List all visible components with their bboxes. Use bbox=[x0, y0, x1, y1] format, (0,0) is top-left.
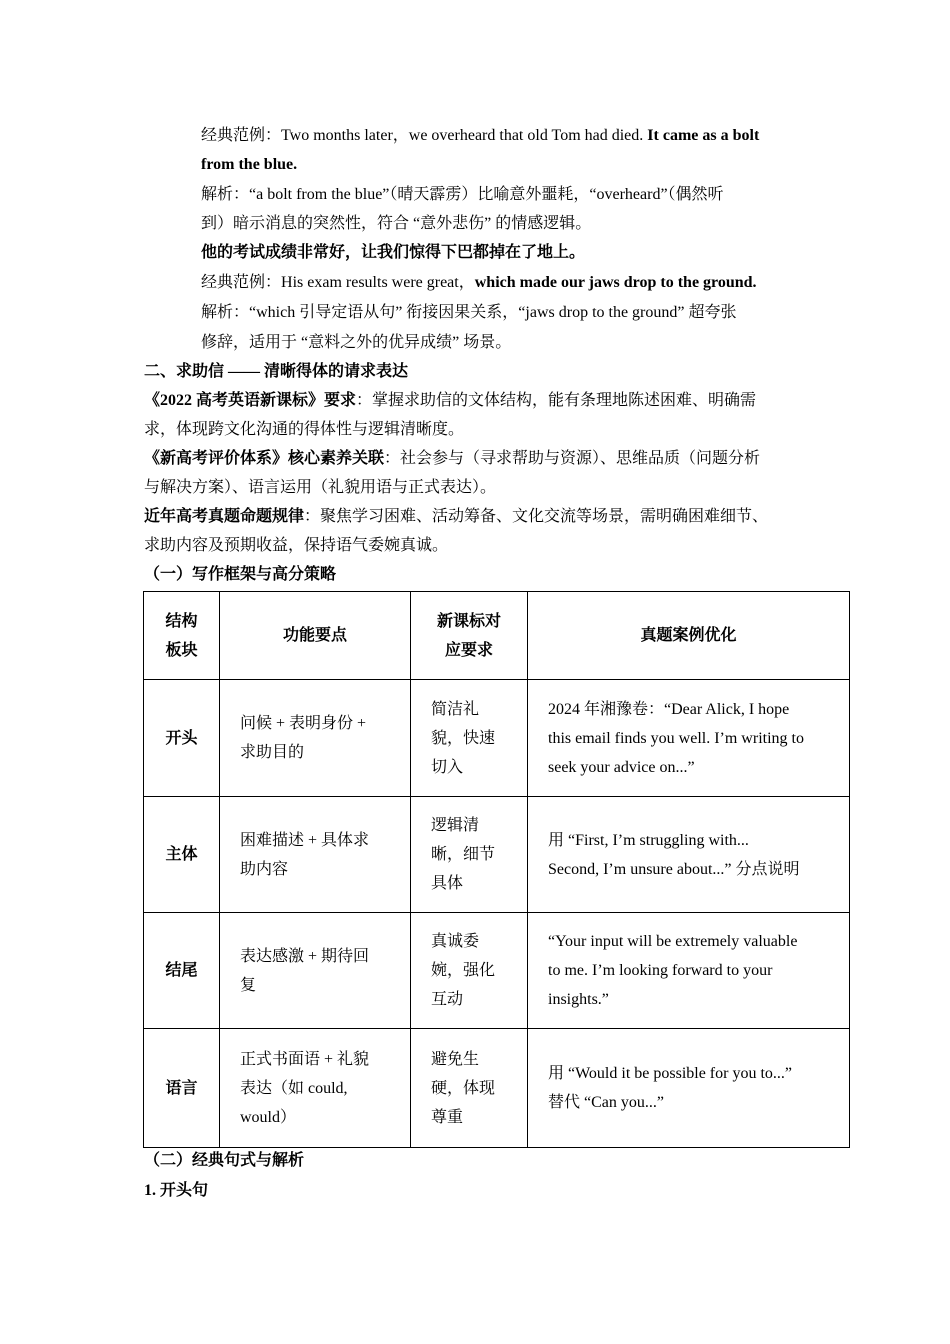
example2-line bbox=[201, 273, 757, 293]
analysis1-line1: 解析：“a bolt from the blue”（晴天霹雳）比喻意外噩耗，“overheard”（偶然听 bbox=[201, 186, 724, 203]
row-label: 结尾 bbox=[144, 913, 220, 1029]
eval-text-1: ：社会参与（寻求帮助与资源）、思维品质（问题分析 bbox=[384, 450, 761, 467]
example2-text: His exam results were great， bbox=[281, 274, 475, 291]
example1-text: Two months later，we overheard that old Tom had died. bbox=[281, 127, 648, 144]
row-case: 用 “Would it be possible for you to...” 替代 “Can you...” bbox=[528, 1029, 850, 1148]
example2-bold: which made our jaws drop to the ground. bbox=[474, 274, 757, 291]
row-function: 正式书面语 + 礼貌 表达（如 could, would） bbox=[220, 1029, 411, 1148]
table-row bbox=[144, 913, 850, 1029]
row-requirement: 逻辑清 晰，细节 具体 bbox=[411, 797, 528, 913]
row-case: 用 “First, I’m struggling with... Second, I’m unsure about...” 分点说明 bbox=[528, 797, 850, 913]
example2-label: 经典范例： bbox=[201, 274, 282, 291]
trend-label: 近年高考真题命题规律 bbox=[144, 508, 305, 525]
req-line1 bbox=[144, 391, 756, 411]
table-row bbox=[144, 680, 850, 797]
row-case: 2024 年湘豫卷：“Dear Alick, I hope this email finds you well. I’m writing to seek your advice on...” bbox=[528, 680, 850, 797]
trend-line2: 求助内容及预期收益，保持语气委婉真诚。 bbox=[144, 537, 449, 554]
subsection2-title: （二）经典句式与解析 bbox=[144, 1152, 305, 1169]
table-row bbox=[144, 797, 850, 913]
row-label: 开头 bbox=[144, 680, 220, 797]
header-cell-case: 真题案例优化 bbox=[528, 592, 850, 680]
table-header-row bbox=[144, 592, 850, 680]
row-function: 困难描述 + 具体求 助内容 bbox=[220, 797, 411, 913]
eval-line2: 与解决方案）、语言运用（礼貌用语与正式表达）。 bbox=[144, 479, 497, 496]
row-function: 问候 + 表明身份 + 求助目的 bbox=[220, 680, 411, 797]
row-requirement: 真诚委 婉，强化 互动 bbox=[411, 913, 528, 1029]
example1-bold-b: from the blue. bbox=[201, 156, 298, 173]
row-requirement: 避免生 硬，体现 尊重 bbox=[411, 1029, 528, 1148]
trend-text-1: ：聚焦学习困难、活动筹备、文化交流等场景，需明确困难细节、 bbox=[304, 508, 769, 525]
point1-title: 1. 开头句 bbox=[144, 1182, 209, 1199]
header-cell-structure: 结构 板块 bbox=[144, 592, 220, 680]
row-case: “Your input will be extremely valuable to me. I’m looking forward to your insights.” bbox=[528, 913, 850, 1029]
req-line2: 求，体现跨文化沟通的得体性与逻辑清晰度。 bbox=[144, 421, 465, 438]
eval-label: 《新高考评价体系》核心素养关联 bbox=[144, 450, 385, 467]
example1-line1 bbox=[201, 126, 759, 146]
row-requirement: 简洁礼 貌，快速 切入 bbox=[411, 680, 528, 797]
row-label: 主体 bbox=[144, 797, 220, 913]
framework-table bbox=[143, 591, 850, 1148]
analysis1-line2: 到）暗示消息的突然性，符合 “意外悲伤” 的情感逻辑。 bbox=[201, 215, 592, 232]
subsection1-title: （一）写作框架与高分策略 bbox=[144, 566, 337, 583]
row-function: 表达感激 + 期待回 复 bbox=[220, 913, 411, 1029]
heading2: 他的考试成绩非常好，让我们惊得下巴都掉在了地上。 bbox=[201, 244, 586, 261]
example1-bold-a: It came as a bolt bbox=[647, 127, 760, 144]
analysis2-line1: 解析：“which 引导定语从句” 衔接因果关系，“jaws drop to the ground” 超夸张 bbox=[201, 304, 737, 321]
section2-title: 二、求助信 —— 清晰得体的请求表达 bbox=[144, 363, 409, 380]
trend-line1 bbox=[144, 507, 768, 527]
req-label: 《2022 高考英语新课标》要求 bbox=[144, 392, 357, 409]
header-cell-requirement: 新课标对 应要求 bbox=[411, 592, 528, 680]
row-label: 语言 bbox=[144, 1029, 220, 1148]
example1-label: 经典范例： bbox=[201, 127, 282, 144]
eval-line1 bbox=[144, 449, 760, 469]
analysis2-line2: 修辞，适用于 “意料之外的优异成绩” 场景。 bbox=[201, 334, 512, 351]
header-cell-function: 功能要点 bbox=[220, 592, 411, 680]
table-row bbox=[144, 1029, 850, 1148]
req-text-1: ：掌握求助信的文体结构，能有条理地陈述困难、明确需 bbox=[356, 392, 757, 409]
